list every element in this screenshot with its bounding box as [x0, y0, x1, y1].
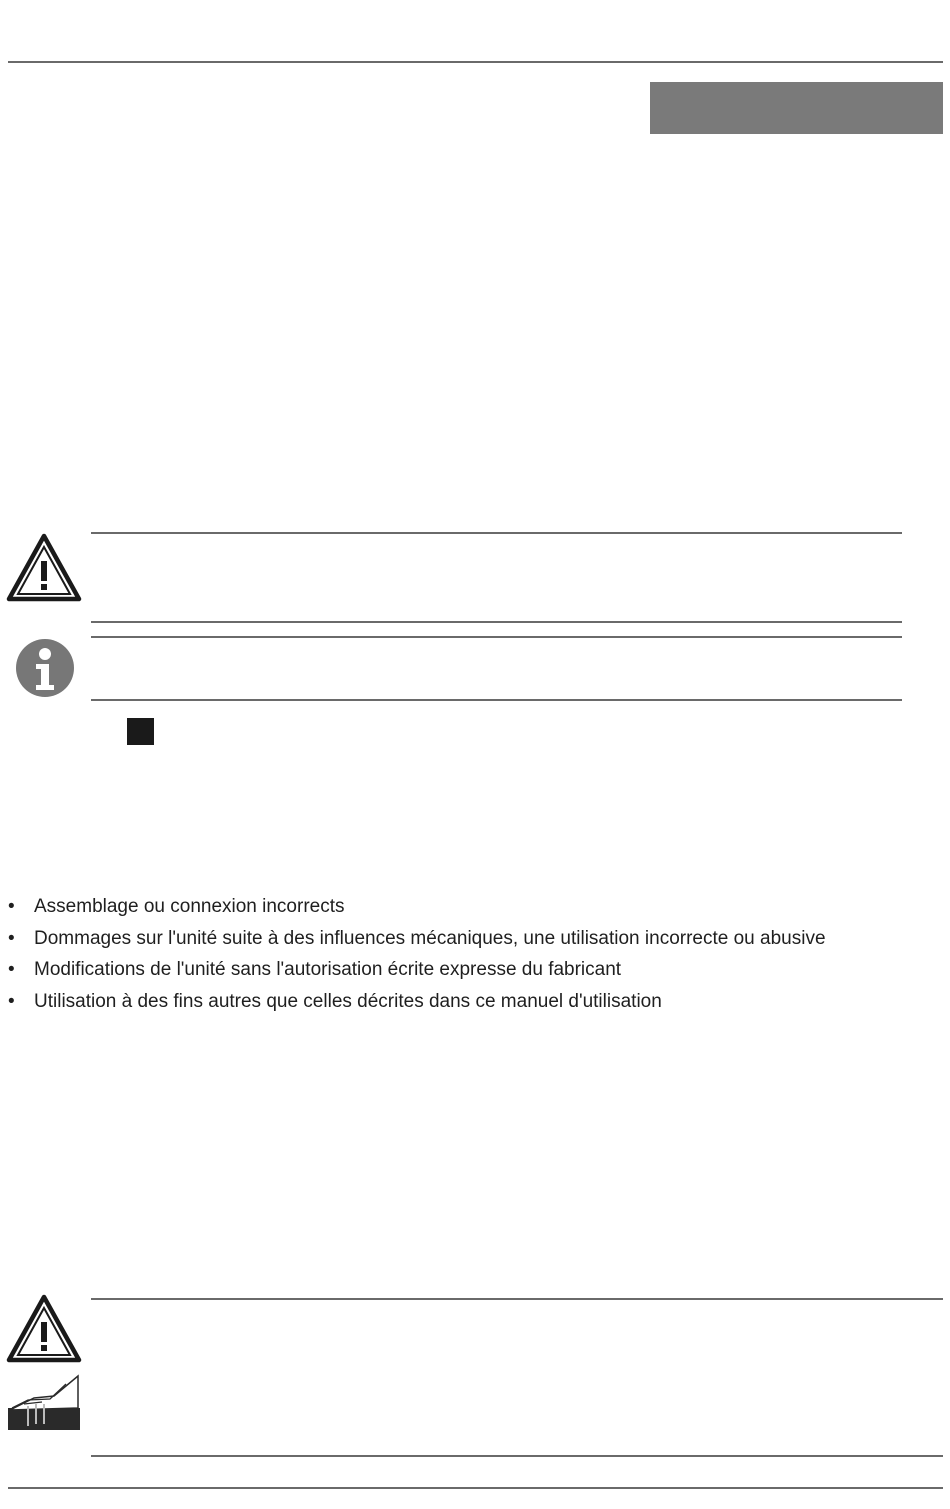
bullet-glyph: • [8, 990, 15, 1012]
list-item-text: Dommages sur l'unité suite à des influences mécaniques, une utilisation incorrecte ou abusive [34, 927, 826, 949]
black-square-marker [127, 718, 154, 745]
info-box-bottom-rule [91, 699, 902, 701]
warning-box-bottom-rule [91, 621, 902, 623]
bullet-glyph: • [8, 927, 15, 949]
bullet-glyph: • [8, 896, 15, 917]
bullet-list [8, 894, 826, 1020]
warning-triangle-icon [6, 1294, 82, 1364]
warning-triangle-icon [6, 533, 82, 603]
bullet-glyph: • [8, 959, 15, 980]
warning-box-2-top-rule [91, 1298, 943, 1300]
list-item [8, 894, 826, 926]
info-icon [14, 637, 76, 699]
list-item-text: Modifications de l'unité sans l'autorisation écrite expresse du fabricant [34, 959, 622, 980]
info-box-top-rule [91, 636, 902, 638]
hand-on-surface-icon [8, 1374, 80, 1430]
page-top-rule [8, 61, 943, 63]
list-item [8, 926, 826, 958]
page-bottom-rule [8, 1487, 943, 1489]
list-item [8, 957, 826, 989]
warning-box-top-rule [91, 532, 902, 534]
list-item-text: Assemblage ou connexion incorrects [34, 896, 345, 917]
list-item-text: Utilisation à des fins autres que celles décrites dans ce manuel d'utilisation [34, 990, 662, 1012]
list-item [8, 989, 826, 1021]
section-header-tab [650, 82, 943, 134]
warning-box-2-bottom-rule [91, 1455, 943, 1457]
